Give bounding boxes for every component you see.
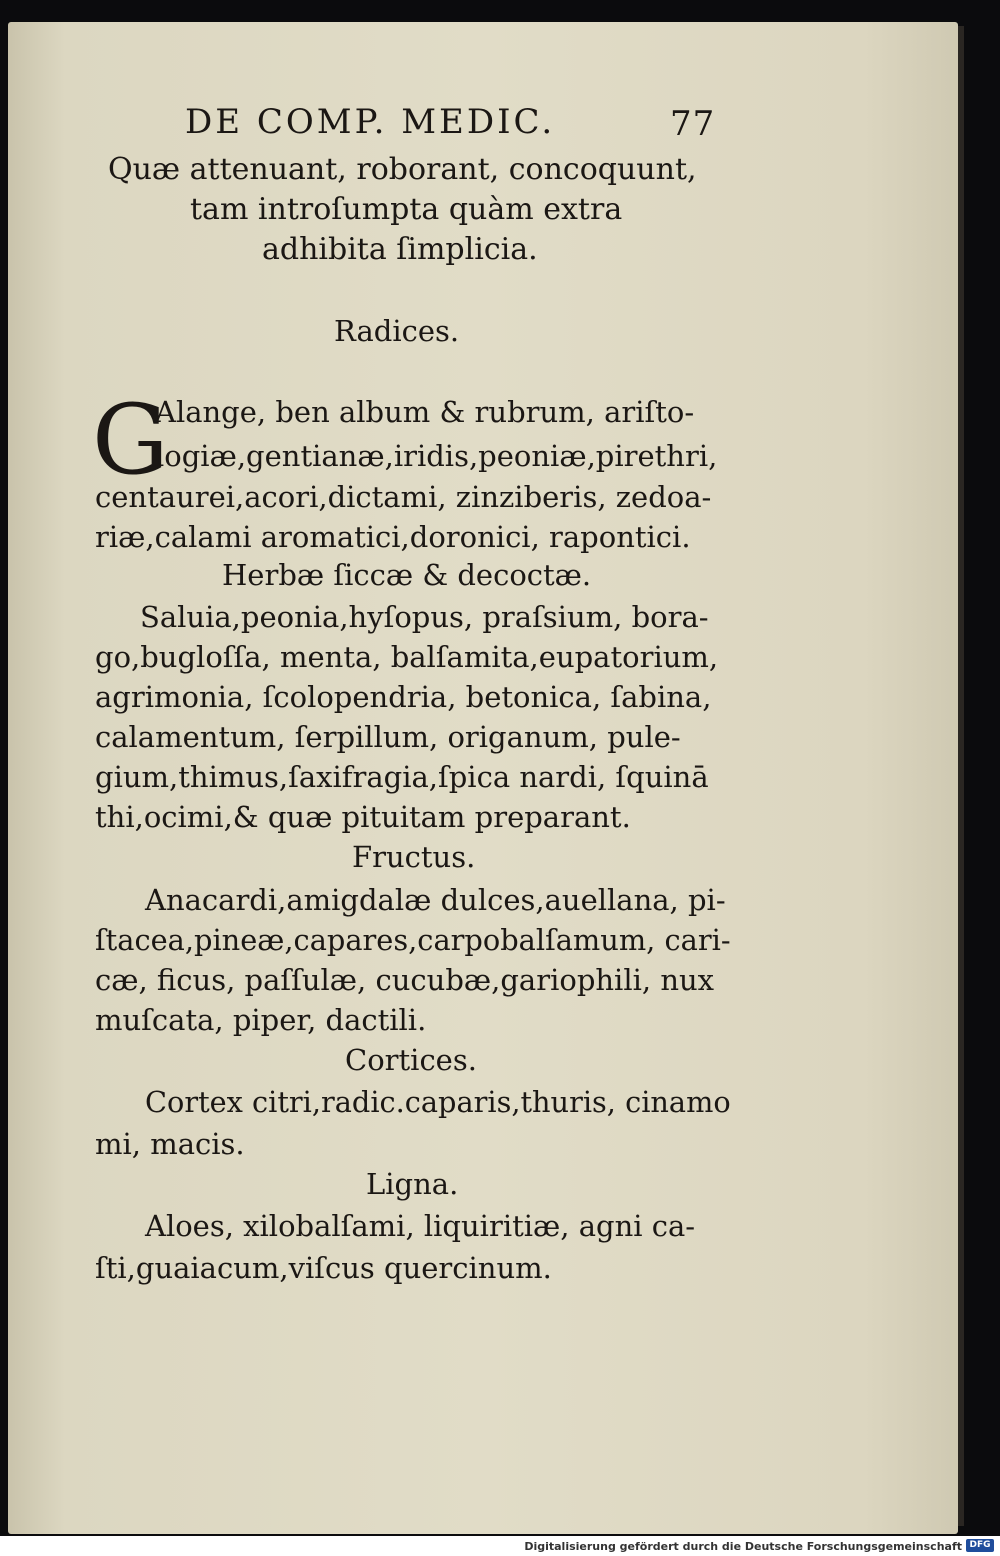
section-heading-radices: Radices.: [334, 314, 460, 348]
text-line: cæ, ficus, paſſulæ, cucubæ,gariophili, nux: [95, 963, 715, 997]
text-line: agrimonia, ſcolopendria, betonica, ſabina,: [95, 680, 712, 714]
text-line: calamentum, ſerpillum, origanum, pule-: [95, 720, 681, 754]
text-line: Aloes, xilobalſami, liquiritiæ, agni ca-: [145, 1209, 696, 1243]
dfg-logo: DFG: [966, 1539, 994, 1552]
page-number: 77: [670, 104, 716, 144]
intro-line: adhibita ſimplicia.: [262, 232, 538, 267]
text-line: Anacardi,amigdalæ dulces,auellana, pi-: [145, 883, 726, 917]
section-heading-herbae: Herbæ ſiccæ & decoctæ.: [222, 558, 592, 592]
text-line: riæ,calami aromatici,doronici, rapontici.: [95, 520, 691, 554]
text-line: muſcata, piper, dactili.: [95, 1003, 427, 1037]
text-line: centaurei,acori,dictami, zinziberis, zedoa-: [95, 480, 712, 514]
text-line: thi,ocimi,& quæ pituitam preparant.: [95, 800, 631, 834]
text-line: Alange, ben album & rubrum, ariſto-: [155, 395, 695, 429]
intro-line: tam introſumpta quàm extra: [190, 192, 623, 227]
text-line: ſtacea,pineæ,capares,carpobalſamum, cari-: [95, 923, 731, 957]
running-title: DE COMP. MEDIC.: [185, 102, 556, 142]
digitization-footer: [0, 1536, 1000, 1556]
section-heading-cortices: Cortices.: [345, 1043, 477, 1077]
text-line: go,bugloſſa, menta, balſamita,eupatorium,: [95, 640, 719, 674]
page-edge: [958, 26, 964, 1526]
text-line: Cortex citri,radic.caparis,thuris, cinamo: [145, 1085, 731, 1119]
text-line: ſti,guaiacum,viſcus quercinum.: [95, 1251, 552, 1285]
text-line: Saluia,peonia,hyſopus, praſsium, bora-: [140, 600, 709, 634]
text-line: logiæ,gentianæ,iridis,peoniæ,pirethri,: [155, 439, 718, 473]
footer-credit: Digitalisierung gefördert durch die Deutsche Forschungsgemeinschaft: [524, 1540, 962, 1553]
text-line: gium,thimus,ſaxifragia,ſpica nardi, ſquinā: [95, 760, 709, 794]
drop-cap: G: [92, 384, 169, 496]
section-heading-ligna: Ligna.: [366, 1167, 459, 1201]
text-line: mi, macis.: [95, 1127, 245, 1161]
section-heading-fructus: Fructus.: [352, 840, 476, 874]
intro-line: Quæ attenuant, roborant, concoquunt,: [108, 152, 697, 187]
running-header: [185, 102, 745, 150]
